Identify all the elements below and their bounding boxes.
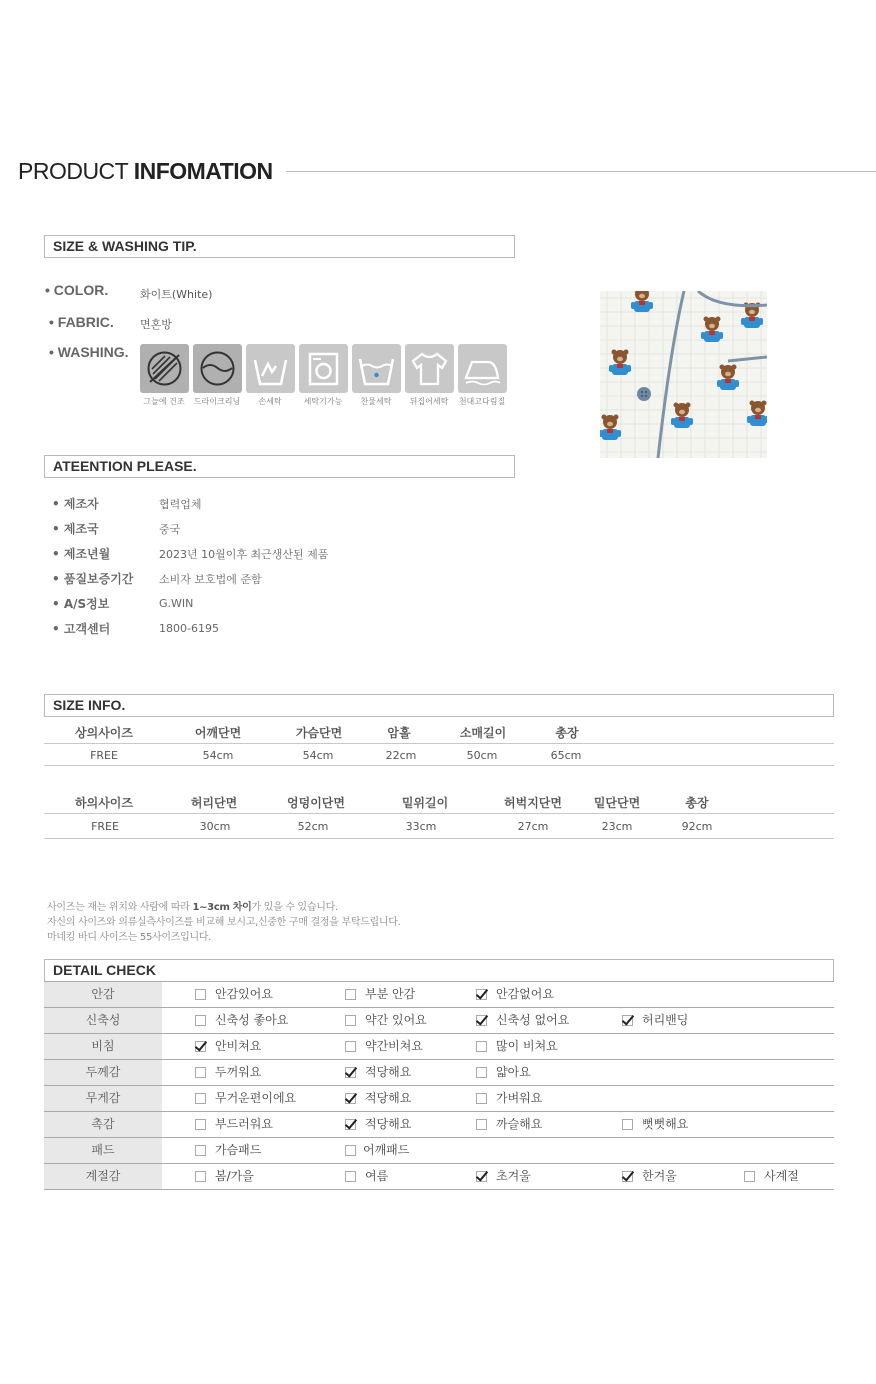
detail-check-heading: DETAIL CHECK [44,959,834,982]
option-label: 적당해요 [365,1065,412,1079]
bottom-value-length: 92cm [681,820,713,833]
option-label: 여름 [365,1169,389,1183]
checkbox-checked[interactable] [345,1093,356,1104]
detail-row-lining [44,982,834,1008]
bottom-header-thigh: 허벅지단면 [504,796,562,810]
option-label: 봄/가을 [215,1169,254,1183]
option-label: 신축성 좋아요 [215,1013,289,1027]
machine-wash-icon [299,344,348,393]
option-label: 적당해요 [365,1117,412,1131]
option-label: 초겨울 [496,1169,531,1183]
hand-wash-icon [246,344,295,393]
bottom-table-divider [44,813,834,814]
product-photo [600,291,767,458]
checkbox[interactable] [622,1119,633,1130]
top-value-size: FREE [90,749,118,762]
checkbox[interactable] [345,1145,356,1156]
shade-dry-icon [140,344,189,393]
detail-category: 패드 [44,1138,162,1163]
bottom-value-waist: 30cm [199,820,231,833]
top-header-length: 총장 [555,726,579,740]
option-label: 얇아요 [496,1065,531,1079]
fabric-value: 면혼방 [140,318,172,331]
detail-row-weight [44,1086,834,1112]
bottom-value-hip: 52cm [297,820,329,833]
bottom-table-bottom-line [44,838,834,839]
detail-check-table [44,981,834,1190]
option-label: 가슴패드 [215,1143,262,1157]
detail-row-pad [44,1138,834,1164]
attention-value-maker: 협력업체 [159,498,202,511]
attention-value-country: 중국 [159,523,181,536]
dry-clean-icon [193,344,242,393]
wash-label-dry-clean: 드라이크리닝 [193,397,241,406]
top-header-size: 상의사이즈 [75,726,133,740]
top-value-armhole: 22cm [385,749,417,762]
washing-label: • WASHING. [49,344,129,360]
size-info-heading: SIZE INFO. [44,694,834,717]
detail-row-thickness [44,1060,834,1086]
option-label: 부드러워요 [215,1117,273,1131]
detail-category: 두께감 [44,1060,162,1085]
detail-row-sheer [44,1034,834,1060]
top-value-length: 65cm [550,749,582,762]
checkbox[interactable] [195,1119,206,1130]
checkbox[interactable] [476,1041,487,1052]
checkbox[interactable] [744,1171,755,1182]
option-label: 약간비쳐요 [365,1039,423,1053]
cloth-iron-icon [458,344,507,393]
detail-row-season [44,1164,834,1190]
top-header-shoulder: 어깨단면 [194,726,242,740]
top-value-shoulder: 54cm [202,749,234,762]
bottom-value-thigh: 27cm [517,820,549,833]
checkbox-checked[interactable] [345,1119,356,1130]
detail-category: 무게감 [44,1086,162,1111]
attention-heading: ATEENTION PLEASE. [44,455,515,478]
checkbox[interactable] [195,1171,206,1182]
page-title-light: PRODUCT [18,158,128,184]
option-label: 까슬해요 [496,1117,543,1131]
wash-label-cold-water: 찬물세탁 [360,397,392,406]
checkbox-checked[interactable] [476,989,487,1000]
option-label: 적당해요 [365,1091,412,1105]
attention-value-warranty: 소비자 보호법에 준함 [159,573,262,586]
checkbox[interactable] [195,1067,206,1078]
checkbox-checked[interactable] [622,1171,633,1182]
bottom-header-waist: 허리단면 [190,796,238,810]
option-label: 신축성 없어요 [496,1013,570,1027]
bottom-value-hem: 23cm [601,820,633,833]
checkbox-checked[interactable] [622,1015,633,1026]
bottom-header-length: 총장 [685,796,709,810]
detail-row-stretch [44,1008,834,1034]
attention-label-country: • 제조국 [52,522,99,536]
detail-category: 안감 [44,982,162,1007]
attention-label-as: • A/S정보 [52,597,110,611]
option-label: 두꺼워요 [215,1065,262,1079]
option-label: 안감있어요 [215,987,273,1001]
checkbox[interactable] [195,989,206,1000]
detail-row-texture [44,1112,834,1138]
option-label: 뻣뻣해요 [642,1117,689,1131]
option-label: 허리밴딩 [642,1013,689,1027]
detail-category: 비침 [44,1034,162,1059]
checkbox[interactable] [345,1041,356,1052]
wash-label-machine: 세탁기가능 [303,397,343,406]
checkbox[interactable] [345,1015,356,1026]
top-value-sleeve: 50cm [466,749,498,762]
checkbox-checked[interactable] [476,1015,487,1026]
option-label: 사계절 [764,1169,799,1183]
top-table-bottom-line [44,765,834,766]
top-header-sleeve: 소매길이 [459,726,507,740]
page-title-bold: INFOMATION [133,158,273,184]
attention-label-maker: • 제조자 [52,497,99,511]
bottom-value-rise: 33cm [405,820,437,833]
option-label: 많이 비쳐요 [496,1039,558,1053]
wash-label-hand-wash: 손세탁 [258,397,282,406]
attention-label-cs: • 고객센터 [52,622,111,636]
inside-out-wash-icon [405,344,454,393]
size-note-1: 사이즈는 재는 위치와 사람에 따라 1~3cm 차이가 있을 수 있습니다. [47,902,338,913]
option-label: 무거운편이에요 [215,1091,297,1105]
cold-water-wash-icon [352,344,401,393]
checkbox-checked[interactable] [345,1067,356,1078]
attention-value-cs: 1800-6195 [159,622,219,635]
checkbox[interactable] [476,1119,487,1130]
size-note-2: 자신의 사이즈와 의류실측사이즈를 비교해 보시고,신중한 구매 결정을 부탁드립니다. [47,917,401,928]
bottom-header-hem: 밑단단면 [593,796,641,810]
fabric-label: • FABRIC. [49,314,114,330]
color-label: • COLOR. [45,282,109,298]
detail-category: 촉감 [44,1112,162,1137]
option-label: 가벼워요 [496,1091,543,1105]
bottom-header-size: 하의사이즈 [75,796,133,810]
checkbox[interactable] [195,1093,206,1104]
detail-category: 신축성 [44,1008,162,1033]
bottom-header-rise: 밑위길이 [401,796,449,810]
checkbox[interactable] [195,1015,206,1026]
wash-label-iron: 천대고다림질 [458,397,506,406]
option-label: 한겨울 [642,1169,677,1183]
bottom-header-hip: 엉덩이단면 [287,796,345,810]
checkbox-checked[interactable] [195,1041,206,1052]
size-washing-heading: SIZE & WASHING TIP. [44,235,515,258]
wash-label-shade-dry: 그늘에 건조 [143,397,185,406]
option-label: 안감없어요 [496,987,554,1001]
top-value-chest: 54cm [302,749,334,762]
title-divider [286,171,876,172]
checkbox[interactable] [345,1171,356,1182]
page-title [18,158,273,185]
color-value: 화이트(White) [140,288,213,301]
checkbox[interactable] [195,1145,206,1156]
option-label: 어깨패드 [363,1143,410,1157]
top-header-armhole: 암홀 [387,726,411,740]
size-note-3: 마네킹 바디 사이즈는 55사이즈입니다. [47,932,212,943]
attention-value-as: G.WIN [159,597,194,610]
attention-label-warranty: • 품질보증기간 [52,572,134,586]
top-header-chest: 가슴단면 [295,726,343,740]
option-label: 안비쳐요 [215,1039,262,1053]
checkbox[interactable] [345,989,356,1000]
top-table-divider [44,743,834,744]
attention-label-date: • 제조년월 [52,547,111,561]
detail-category: 계절감 [44,1164,162,1189]
checkbox[interactable] [476,1093,487,1104]
bottom-value-size: FREE [91,820,119,833]
option-label: 부분 안감 [365,987,416,1001]
option-label: 약간 있어요 [365,1013,427,1027]
wash-label-inside-out: 뒤집어세탁 [409,397,449,406]
checkbox[interactable] [476,1067,487,1078]
checkbox-checked[interactable] [476,1171,487,1182]
attention-value-date: 2023년 10월이후 최근생산된 제품 [159,548,329,561]
